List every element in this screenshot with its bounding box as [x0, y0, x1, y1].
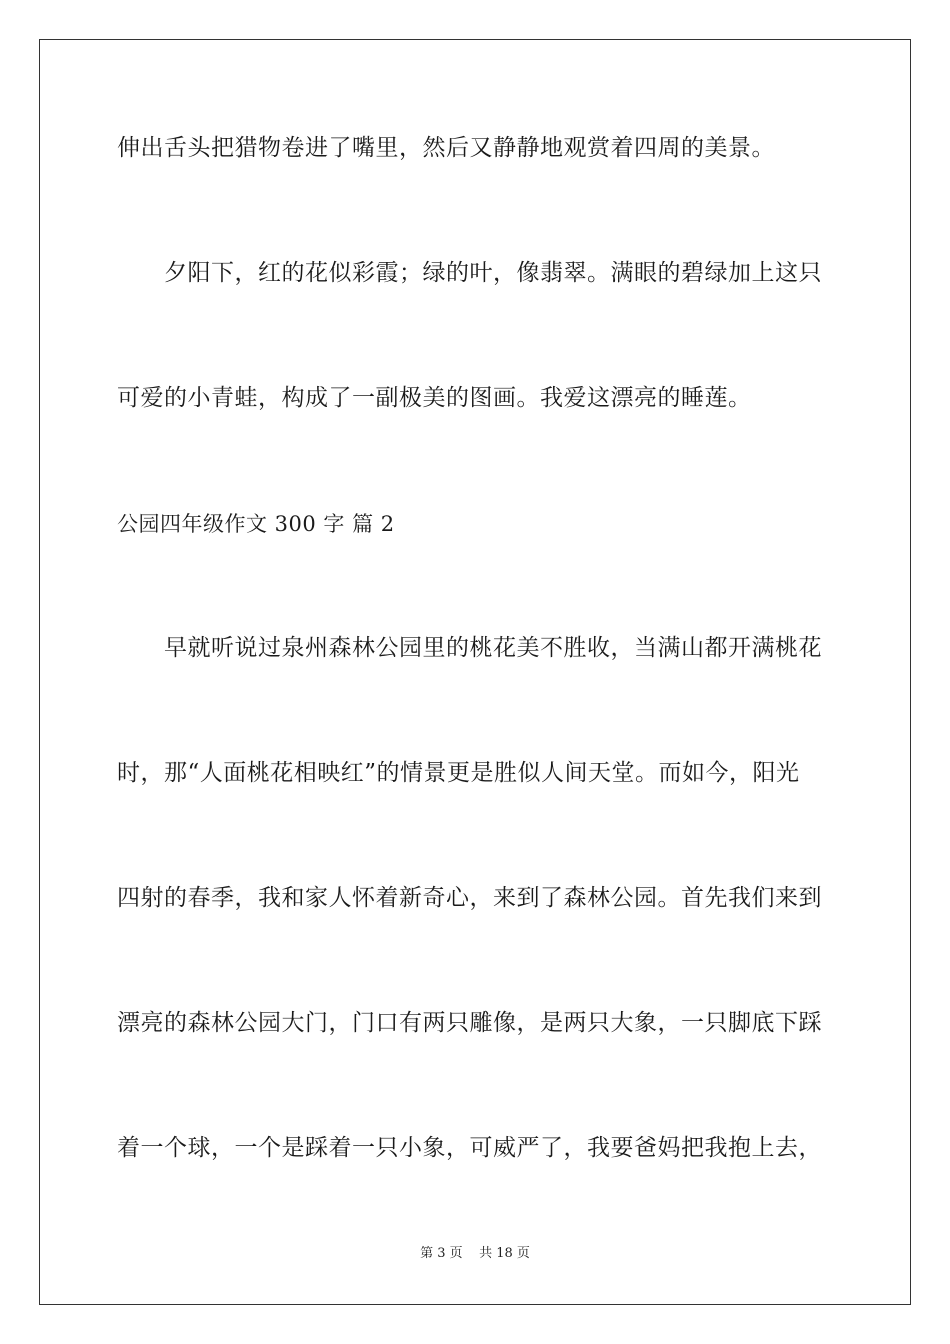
paragraph-line: 漂亮的森林公园大门，门口有两只雕像，是两只大象，一只脚底下踩 — [117, 1010, 822, 1036]
section-heading: 公园四年级作文 300 字 篇 2 — [117, 512, 395, 536]
page-number-footer: 第 3 页 共 18 页 — [420, 1246, 530, 1261]
page-border — [39, 39, 911, 1305]
paragraph-line: 夕阳下，红的花似彩霞；绿的叶，像翡翠。满眼的碧绿加上这只 — [164, 260, 822, 286]
paragraph-line: 时，那“人面桃花相映红”的情景更是胜似人间天堂。而如今，阳光 — [117, 760, 800, 786]
paragraph-line: 四射的春季，我和家人怀着新奇心，来到了森林公园。首先我们来到 — [117, 885, 822, 911]
paragraph-line: 着一个球，一个是踩着一只小象，可威严了，我要爸妈把我抱上去， — [117, 1135, 822, 1161]
paragraph-line: 可爱的小青蛙，构成了一副极美的图画。我爱这漂亮的睡莲。 — [117, 385, 752, 411]
paragraph-line: 伸出舌头把猎物卷进了嘴里，然后又静静地观赏着四周的美景。 — [117, 135, 775, 161]
paragraph-line: 早就听说过泉州森林公园里的桃花美不胜收，当满山都开满桃花 — [164, 635, 822, 661]
